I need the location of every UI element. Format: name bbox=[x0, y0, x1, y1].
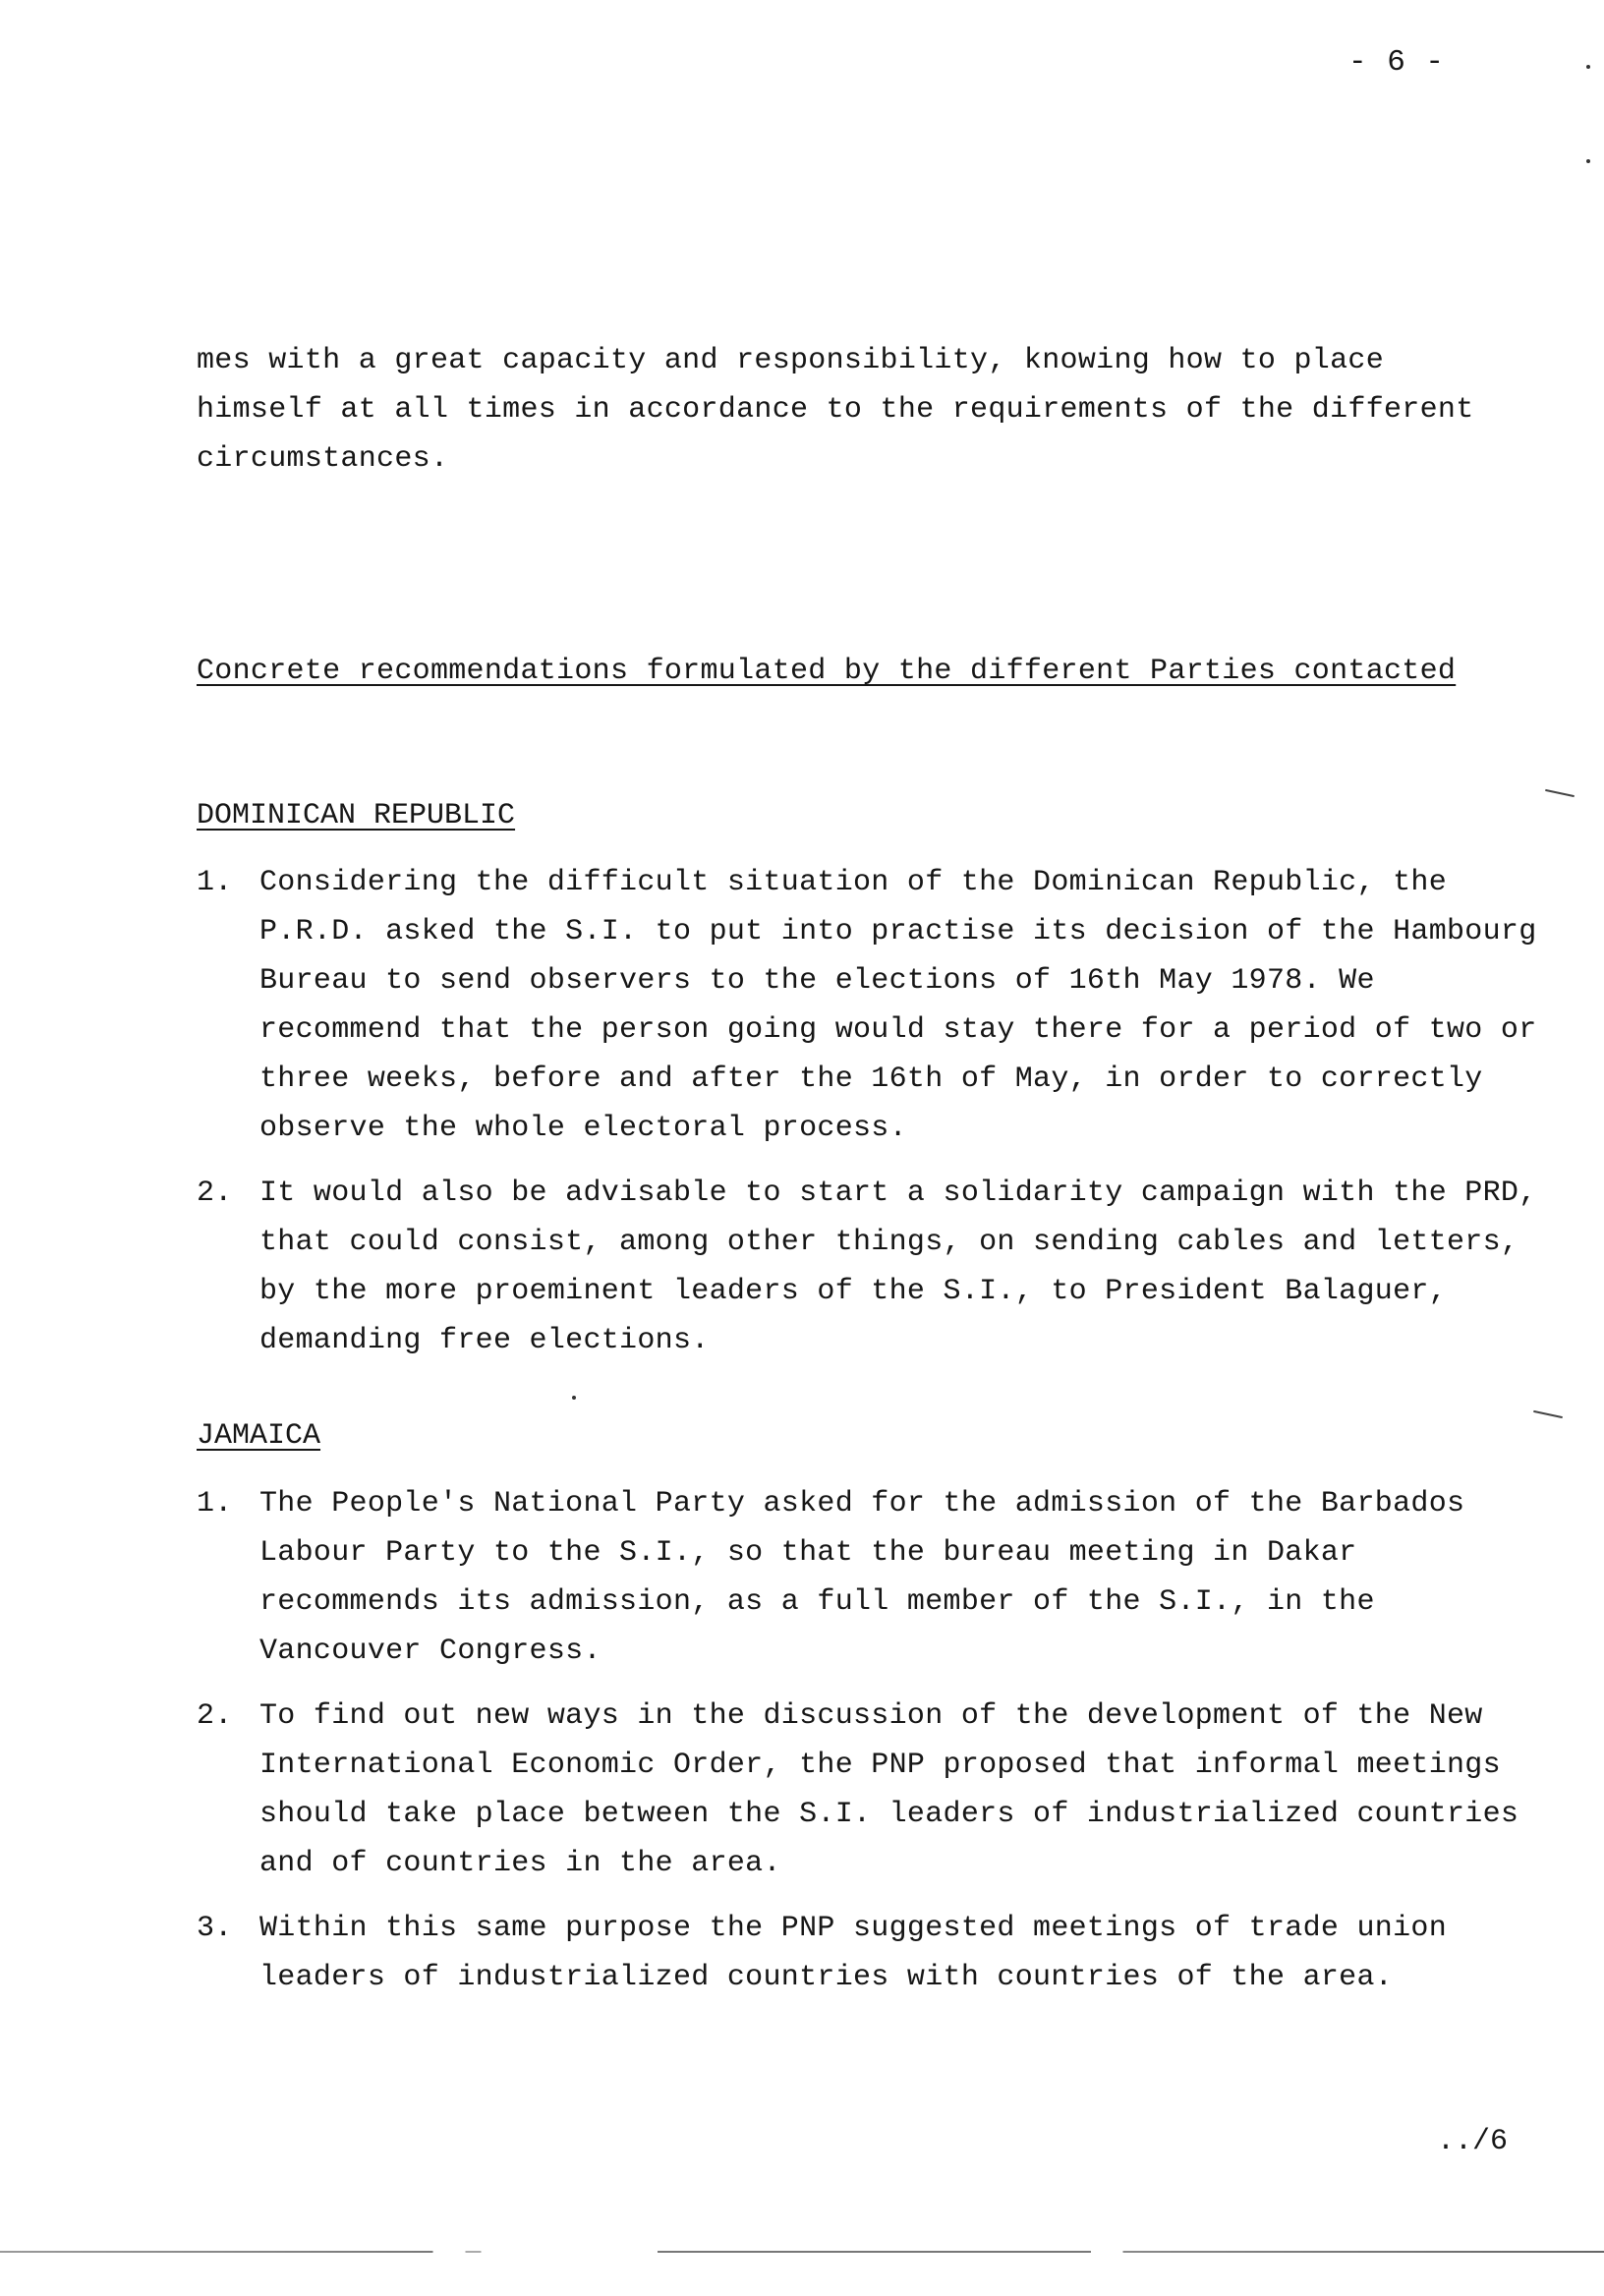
recommendations-list-jamaica bbox=[197, 1479, 1553, 2018]
recommendations-list-dominican-republic bbox=[197, 858, 1553, 1381]
country-heading-jamaica: JAMAICA bbox=[197, 1419, 321, 1453]
country-heading-dominican-republic: DOMINICAN REPUBLIC bbox=[197, 799, 516, 832]
scan-mark bbox=[1533, 1410, 1563, 1418]
item-number: 3. bbox=[197, 1912, 233, 1945]
list-item bbox=[197, 1479, 1553, 1676]
item-number: 2. bbox=[197, 1177, 233, 1210]
item-number: 1. bbox=[197, 866, 233, 899]
scan-dot bbox=[1586, 159, 1590, 163]
item-text: Within this same purpose the PNP suggested meetings of trade union leaders of industrialized countries with countries of the area. bbox=[259, 1912, 1447, 1994]
page-number: - 6 - bbox=[1348, 45, 1446, 80]
section-heading: Concrete recommendations formulated by the different Parties contacted bbox=[197, 655, 1457, 688]
scan-dot bbox=[572, 1396, 576, 1400]
list-item bbox=[197, 1169, 1553, 1365]
item-number: 2. bbox=[197, 1699, 233, 1733]
list-item bbox=[197, 858, 1553, 1153]
bottom-rule bbox=[0, 2251, 1604, 2253]
list-item bbox=[197, 1904, 1553, 2002]
item-text: It would also be advisable to start a solidarity campaign with the PRD, that could consist, among other things, on sending cables and letters, by the more proeminent leaders of the S.I., to President Balaguer, demanding free elections. bbox=[259, 1177, 1537, 1357]
scan-mark bbox=[1545, 789, 1575, 797]
continuation-paragraph: mes with a great capacity and responsibility, knowing how to place himself at all times in accordance to the requirements of the different circumstances. bbox=[197, 344, 1474, 476]
item-text: The People's National Party asked for the admission of the Barbados Labour Party to the S.I., so that the bureau meeting in Dakar recommends its admission, as a full member of the S.I., in the Vancouver Congress. bbox=[259, 1487, 1465, 1668]
item-text: Considering the difficult situation of the Dominican Republic, the P.R.D. asked the S.I. to put into practise its decision of the Hambourg Bureau to send observers to the elections of 16th May 1978. We recommend that the person going would stay there for a period of two or three weeks, before and after the 16th of May, in order to correctly observe the whole electoral process. bbox=[259, 866, 1537, 1145]
list-item bbox=[197, 1692, 1553, 1888]
scan-dot bbox=[1586, 65, 1590, 69]
continuation-reference: ../6 bbox=[1437, 2125, 1509, 2158]
item-text: To find out new ways in the discussion of the development of the New International Economic Order, the PNP proposed that informal meetings should take place between the S.I. leaders of industrialized countries and of countries in the area. bbox=[259, 1699, 1519, 1880]
item-number: 1. bbox=[197, 1487, 233, 1521]
